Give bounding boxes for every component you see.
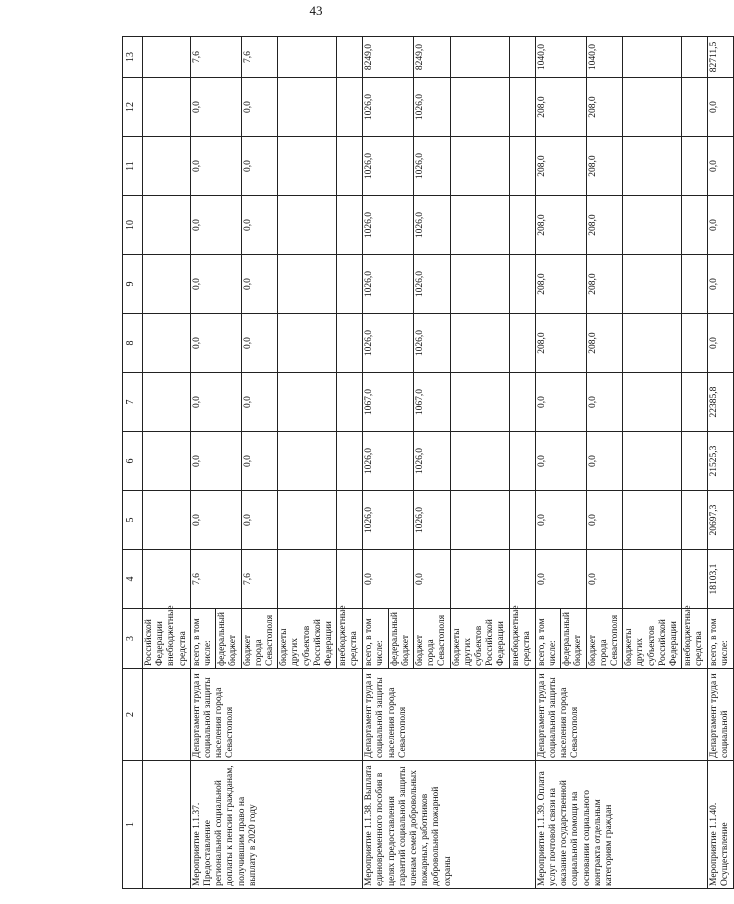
value-cell: 0,0 <box>190 255 241 314</box>
value-cell: 1040,0 <box>586 37 623 78</box>
value-cell: 82711,5 <box>708 37 733 78</box>
value-cell: 1026,0 <box>363 196 414 255</box>
value-cell: 0,0 <box>586 373 623 432</box>
executor-cell: Департамент труда и социальной защиты населения города Севастополя <box>190 669 362 761</box>
value-cell: 1026,0 <box>414 255 451 314</box>
value-cell: 1026,0 <box>414 196 451 255</box>
value-cell: 1026,0 <box>414 137 451 196</box>
source-cell: бюджеты других субъектов Российской Федерации <box>450 609 509 669</box>
source-cell: бюджет города Севастополя <box>586 609 623 669</box>
source-cell: всего, в том числе: <box>708 609 733 669</box>
value-cell: 208,0 <box>586 78 623 137</box>
value-cell: 1040,0 <box>535 37 586 78</box>
value-cell: 0,0 <box>708 137 733 196</box>
value-cell: 0,0 <box>535 550 586 609</box>
value-cell: 0,0 <box>190 373 241 432</box>
column-header: 3 <box>123 609 143 669</box>
value-cell: 18103,1 <box>708 550 733 609</box>
value-cell: 20697,3 <box>708 491 733 550</box>
source-cell: бюджет города Севастополя <box>241 609 278 669</box>
value-cell: 208,0 <box>586 196 623 255</box>
source-cell: всего, в том числе: <box>190 609 215 669</box>
value-cell: 0,0 <box>241 314 278 373</box>
value-cell: 0,0 <box>190 78 241 137</box>
value-cell: 0,0 <box>586 550 623 609</box>
source-cell: всего, в том числе: <box>535 609 560 669</box>
column-header: 11 <box>123 137 143 196</box>
table-row <box>190 37 215 889</box>
value-cell: 0,0 <box>190 432 241 491</box>
source-cell: внебюджетные средства <box>337 609 363 669</box>
column-header: 6 <box>123 432 143 491</box>
value-cell: 1026,0 <box>414 78 451 137</box>
measure-name-cell: Мероприятие 1.1.39. Оплата услуг почтовой связи на оказание государственной социальной помощи на основании социального контракта отдельным категориям граждан <box>535 761 707 889</box>
value-cell: 0,0 <box>535 491 586 550</box>
column-header: 2 <box>123 669 143 761</box>
value-cell: 1026,0 <box>363 314 414 373</box>
value-cell: 0,0 <box>708 78 733 137</box>
value-cell: 0,0 <box>241 491 278 550</box>
column-header: 5 <box>123 491 143 550</box>
value-cell: 208,0 <box>535 137 586 196</box>
value-cell: 0,0 <box>414 550 451 609</box>
value-cell: 0,0 <box>586 491 623 550</box>
value-cell: 7,6 <box>190 550 241 609</box>
source-cell: внебюджетные средства <box>509 609 535 669</box>
value-cell: 208,0 <box>586 255 623 314</box>
column-header: 1 <box>123 761 143 889</box>
value-cell: 1026,0 <box>363 432 414 491</box>
value-cell: 0,0 <box>241 196 278 255</box>
table-row <box>143 37 191 889</box>
measure-name-cell: Мероприятие 1.1.40. Осуществление <box>708 761 733 889</box>
table-row <box>708 37 733 889</box>
value-cell: 1026,0 <box>363 491 414 550</box>
value-cell: 8249,0 <box>414 37 451 78</box>
value-cell: 0,0 <box>708 196 733 255</box>
column-header: 10 <box>123 196 143 255</box>
column-header: 7 <box>123 373 143 432</box>
budget-table <box>122 36 734 889</box>
source-cell: всего, в том числе: <box>363 609 388 669</box>
value-cell: 7,6 <box>241 550 278 609</box>
value-cell: 208,0 <box>535 78 586 137</box>
value-cell: 0,0 <box>363 550 414 609</box>
value-cell: 1026,0 <box>414 314 451 373</box>
measure-name-cell: Мероприятие 1.1.37. Предоставление региональной социальной доплаты к пенсии гражданам, получившим право на выплату в 2020 году <box>190 761 362 889</box>
value-cell: 208,0 <box>535 255 586 314</box>
value-cell: 0,0 <box>241 255 278 314</box>
value-cell: 1067,0 <box>363 373 414 432</box>
source-cell: бюджеты других субъектов Российской Федерации <box>278 609 337 669</box>
value-cell: 0,0 <box>535 373 586 432</box>
source-cell: федеральный бюджет <box>561 609 586 669</box>
value-cell: 1026,0 <box>414 432 451 491</box>
value-cell: 1026,0 <box>363 255 414 314</box>
value-cell: 1067,0 <box>414 373 451 432</box>
value-cell: 21525,3 <box>708 432 733 491</box>
value-cell: 1026,0 <box>363 137 414 196</box>
source-cell: внебюджетные средства <box>682 609 708 669</box>
value-cell: 8249,0 <box>363 37 414 78</box>
value-cell: 0,0 <box>586 432 623 491</box>
table-row <box>363 37 388 889</box>
column-header: 8 <box>123 314 143 373</box>
value-cell: 208,0 <box>535 196 586 255</box>
source-cell: Российской Федерации внебюджетные средства <box>143 609 191 669</box>
value-cell: 0,0 <box>708 255 733 314</box>
source-cell: бюджет города Севастополя <box>414 609 451 669</box>
source-cell: федеральный бюджет <box>388 609 413 669</box>
value-cell: 22385,8 <box>708 373 733 432</box>
value-cell: 0,0 <box>535 432 586 491</box>
page-number: 43 <box>309 3 323 18</box>
value-cell: 0,0 <box>190 491 241 550</box>
column-header: 9 <box>123 255 143 314</box>
executor-cell: Департамент труда и социальной защиты населения города Севастополя <box>363 669 535 761</box>
value-cell: 0,0 <box>190 196 241 255</box>
value-cell: 0,0 <box>241 137 278 196</box>
column-header: 12 <box>123 78 143 137</box>
value-cell: 208,0 <box>586 314 623 373</box>
rotated-table-wrapper <box>122 37 731 889</box>
column-number-row <box>123 37 143 889</box>
value-cell: 0,0 <box>190 137 241 196</box>
measure-name-cell: Мероприятие 1.1.38. Выплата единовременного пособия в целях предоставления гарантий социальной защиты членам семей добровольных пожарных, работников добровольной пожарной охраны <box>363 761 535 889</box>
value-cell: 1026,0 <box>363 78 414 137</box>
value-cell: 0,0 <box>241 78 278 137</box>
executor-cell: Департамент труда и социальной защиты населения города Севастополя <box>535 669 707 761</box>
value-cell: 0,0 <box>708 314 733 373</box>
value-cell: 1026,0 <box>414 491 451 550</box>
value-cell: 0,0 <box>190 314 241 373</box>
executor-cell: Департамент труда и социальной <box>708 669 733 761</box>
value-cell: 208,0 <box>535 314 586 373</box>
value-cell: 7,6 <box>190 37 241 78</box>
source-cell: бюджеты других субъектов Российской Федерации <box>623 609 682 669</box>
table-row <box>535 37 560 889</box>
source-cell: федеральный бюджет <box>216 609 241 669</box>
value-cell: 7,6 <box>241 37 278 78</box>
value-cell: 0,0 <box>241 373 278 432</box>
value-cell: 208,0 <box>586 137 623 196</box>
column-header: 4 <box>123 550 143 609</box>
column-header: 13 <box>123 37 143 78</box>
value-cell: 0,0 <box>241 432 278 491</box>
